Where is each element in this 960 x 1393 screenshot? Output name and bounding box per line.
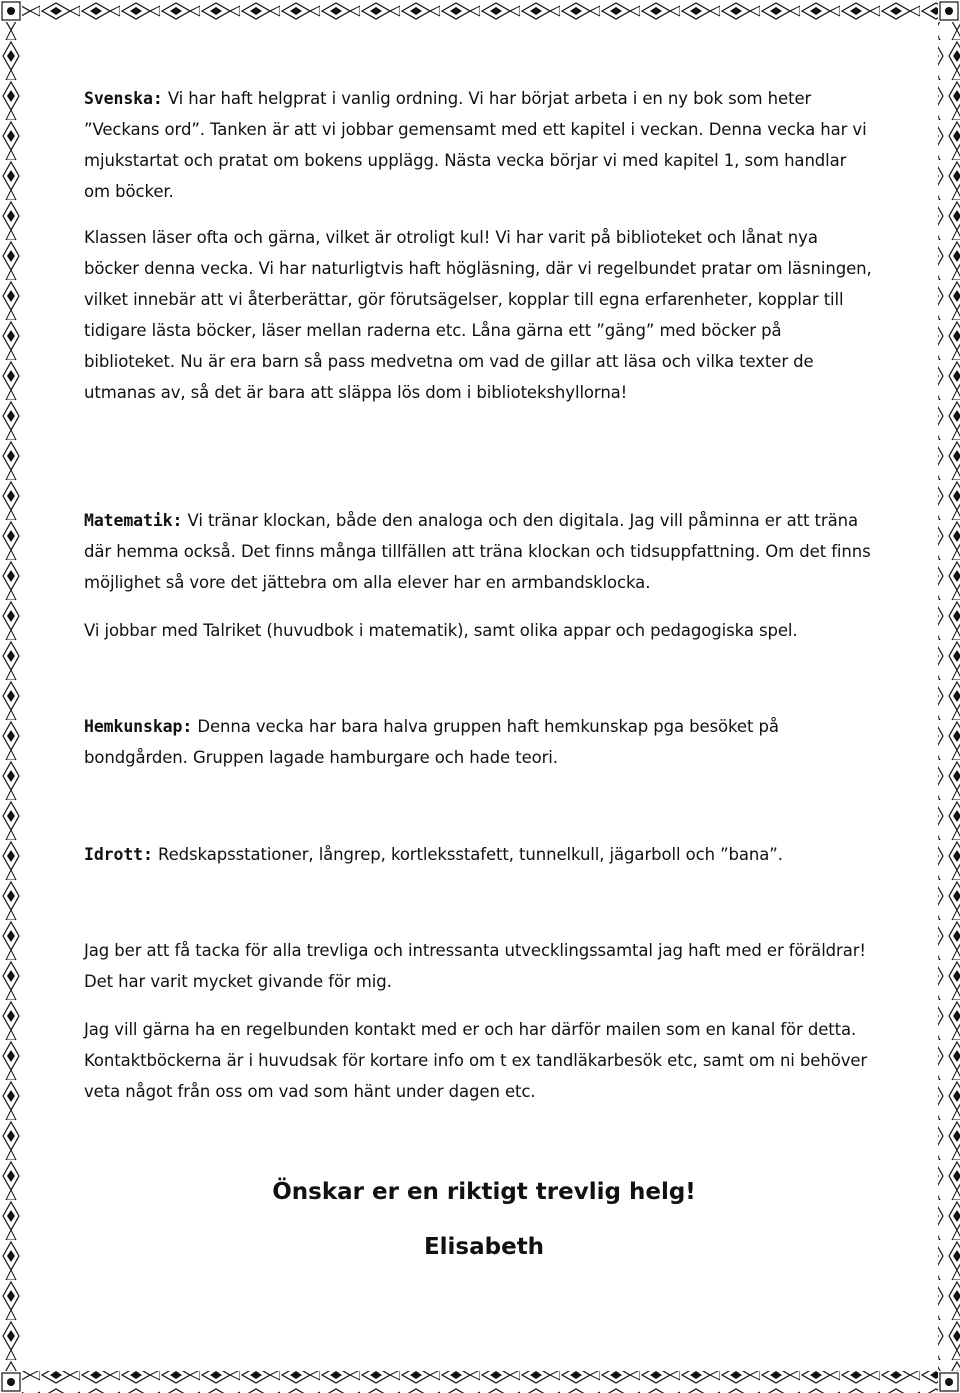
matematik-label: Matematik: <box>84 511 183 530</box>
corner-ornament-br <box>940 1373 958 1391</box>
matematik-extra-paragraph: Vi jobbar med Talriket (huvudbok i matematik), samt olika appar och pedagogiska spel. <box>84 621 798 640</box>
svenska-label: Svenska: <box>84 89 163 108</box>
border-top <box>22 0 938 22</box>
contact-paragraph: Jag vill gärna ha en regelbunden kontakt med er och har därför mailen som en kanal för detta. Kontaktböckerna är i huvudsak för kortare info om t ex tandläkarbesök etc, samt om ni behöver veta något från oss om vad som hänt under dagen etc. <box>84 1020 868 1101</box>
corner-ornament-bl <box>2 1373 20 1391</box>
svenska-text: Vi har haft helgprat i vanlig ordning. Vi har börjat arbeta i en ny bok som heter ”Veckans ord”. Tanken är att vi jobbar gemensamt med ett kapitel i veckan. Denna vecka har vi mjukstartat och pratat om bokens upplägg. Nästa vecka börjar vi med kapitel 1, som handlar om böcker. <box>84 89 867 201</box>
hemkunskap-section <box>84 711 874 773</box>
idrott-text: Redskapsstationer, långrep, kortleksstafett, tunnelkull, jägarboll och ”bana”. <box>152 845 783 864</box>
closing-greeting: Önskar er en riktigt trevlig helg! <box>272 1179 696 1205</box>
svenska-section <box>84 83 874 207</box>
svenska-reading-paragraph: Klassen läser ofta och gärna, vilket är otroligt kul! Vi har varit på biblioteket och lånat nya böcker denna vecka. Vi har naturligtvis haft högläsning, där vi regelbundet pratar om läsningen, vilket innebär att vi återberättar, gör förutsägelser, kopplar till egna erfarenheter, kopplar till tidigare lästa böcker, läser mellan raderna etc. Låna gärna ett ”gäng” med böcker på biblioteket. Nu är era barn så pass medvetna om vad de gillar att läsa och vilka texter de utmanas av, så det är bara att släppa lös dom i bibliotekshyllorna! <box>84 228 872 402</box>
border-bottom <box>22 1371 938 1393</box>
matematik-text: Vi tränar klockan, både den analoga och den digitala. Jag vill påminna er att träna där hemma också. Det finns många tillfällen att träna klockan och tidsuppfattning. Om det finns möjlighet så vore det jättebra om alla elever har en armbandsklocka. <box>84 511 871 592</box>
border-left <box>0 22 22 1371</box>
idrott-label: Idrott: <box>84 845 153 864</box>
hemkunskap-text: Denna vecka har bara halva gruppen haft hemkunskap pga besöket på bondgården. Gruppen lagade hamburgare och hade teori. <box>84 717 779 767</box>
corner-ornament-tr <box>940 2 958 20</box>
signature: Elisabeth <box>423 1234 545 1260</box>
idrott-section <box>84 839 874 870</box>
corner-ornament-tl <box>2 2 20 20</box>
border-right <box>938 22 960 1371</box>
hemkunskap-label: Hemkunskap: <box>84 717 193 736</box>
thanks-paragraph: Jag ber att få tacka för alla trevliga och intressanta utvecklingssamtal jag haft med er föräldrar! Det har varit mycket givande för mig. <box>84 941 866 991</box>
matematik-section <box>84 505 874 598</box>
